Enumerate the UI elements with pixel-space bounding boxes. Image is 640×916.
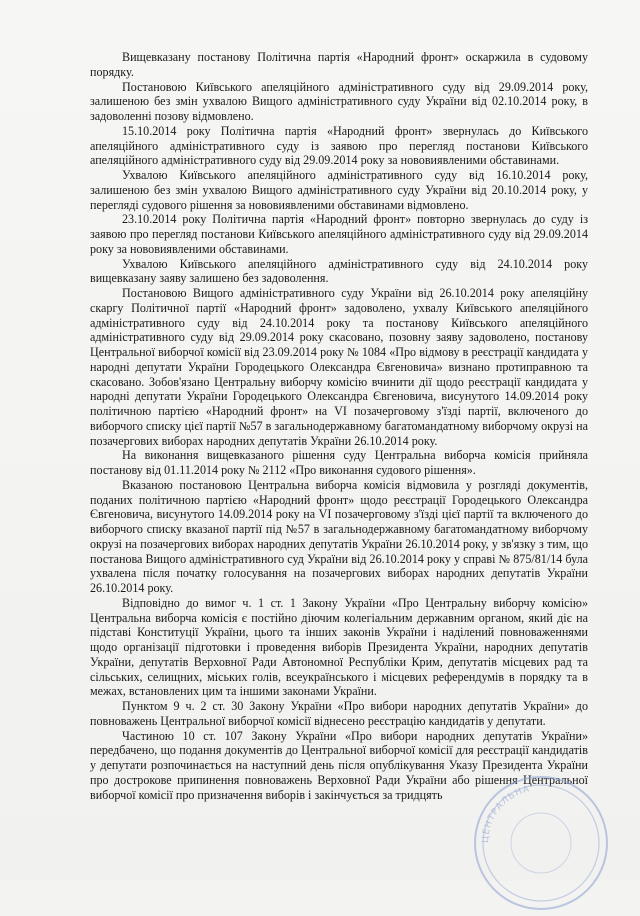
paragraph-1: Вищевказану постанову Політична партія «Народний фронт» оскаржила в судовому порядку. (90, 50, 588, 79)
paragraph-4: Ухвалою Київського апеляційного адміністративного суду від 16.10.2014 року, залишеною без змін ухвалою Вищого адміністративного суду України від 20.10.2014 року, у перегляді судового рішення за нововиявленими обставинами відмовлено. (90, 168, 588, 212)
paragraph-7: Постановою Вищого адміністративного суду України від 26.10.2014 року апеляційну скаргу Політичної партії «Народний фронт» задоволено, ухвалу Київського апеляційного адміністративного суду від 24.10.2014 року та постанову Київського апеляційного адміністративного суду від 29.09.2014 року скасовано, позовну заяву задоволено, постанову Центральної виборчої комісії від 23.09.2014 року № 1084 «Про відмову в реєстрації кандидата у народні депутати України Городецького Олександра Євгеновича» визнано протиправною та скасовано. Зобов'язано Центральну виборчу комісію вчинити дії щодо реєстрації кандидата у народні депутати України Городецького Олександра Євгеновича, висунутого 14.09.2014 року політичною партією «Народний фронт» на VI позачерговому з'їзді партії, включеного до виборчого списку цієї партії №57 в загальнодержавному багатомандатному виборчому окрузі на позачергових виборах народних депутатів України 26.10.2014 року. (90, 286, 588, 448)
document-body (90, 50, 588, 802)
paragraph-12: Частиною 10 ст. 107 Закону України «Про вибори народних депутатів України» передбачено, що подання документів до Центральної виборчої комісії для реєстрації кандидатів у депутати розпочинається на наступний день після опублікування Указу Президента України про дострокове припинення повноважень Верховної Ради України або рішення Центральної виборчої комісії про призначення виборів і закінчується за тридцять (90, 728, 588, 802)
svg-text:ЦЕНТРАЛЬНА (481, 784, 531, 843)
paragraph-5: 23.10.2014 року Політична партія «Народний фронт» повторно звернулась до суду із заявою про перегляд постанови Київського апеляційного адміністративного суду від 29.09.2014 року за нововиявленими обставинами. (90, 212, 588, 256)
stamp-text: ЦЕНТРАЛЬНА (480, 784, 532, 844)
paragraph-9: Вказаною постановою Центральна виборча комісія відмовила у розгляді документів, поданих політичною партією «Народний фронт» щодо реєстрації Городецького Олександра Євгеновича, висунутого 14.09.2014 року на VI позачерговому з'їзді цієї партії та включеного до виборчого списку вказаної партії під №57 в загальнодержавному багатомандатному виборчому окрузі на позачергових виборах народних депутатів України 26.10.2014 року, у зв'язку з тим, що постанова Вищого адміністративного суд України від 26.10.2014 року у справі № 875/81/14 була ухвалена після початку голосування на позачергових виборах народних депутатів України 26.10.2014 року. (90, 477, 588, 595)
paragraph-2: Постановою Київського апеляційного адміністративного суду від 29.09.2014 року, залишеною без змін ухвалою Вищого адміністративного суду України від 02.10.2014 року, в задоволенні позову відмовлено. (90, 79, 588, 123)
paragraph-10: Відповідно до вимог ч. 1 ст. 1 Закону України «Про Центральну виборчу комісію» Центральна виборча комісія є постійно діючим колегіальним державним органом, який діє на підставі Конституції України, цього та інших законів України і наділений повноваженнями щодо організації підготовки і проведення виборів Президента України, народних депутатів України, депутатів Верховної Ради Автономної Республіки Крим, депутатів місцевих рад та сільських, селищних, міських голів, всеукраїнського і місцевих референдумів в порядку та в межах, встановлених цим та іншими законами України. (90, 595, 588, 699)
official-stamp (468, 770, 614, 916)
paragraph-8: На виконання вищевказаного рішення суду Центральна виборча комісія прийняла постанову від 01.11.2014 року № 2112 «Про виконання судового рішення». (90, 448, 588, 477)
paragraph-11: Пунктом 9 ч. 2 ст. 30 Закону України «Про вибори народних депутатів України» до повноважень Центральної виборчої комісії віднесено реєстрацію кандидатів у депутати. (90, 699, 588, 728)
paragraph-3: 15.10.2014 року Політична партія «Народний фронт» звернулась до Київського апеляційного адміністративного суду із заявою про перегляд постанови Київського апеляційного адміністративного суду від 29.09.2014 року за нововиявленими обставинами. (90, 123, 588, 168)
paragraph-6: Ухвалою Київського апеляційного адміністративного суду від 24.10.2014 року вищевказану заяву залишено без задоволення. (90, 256, 588, 286)
